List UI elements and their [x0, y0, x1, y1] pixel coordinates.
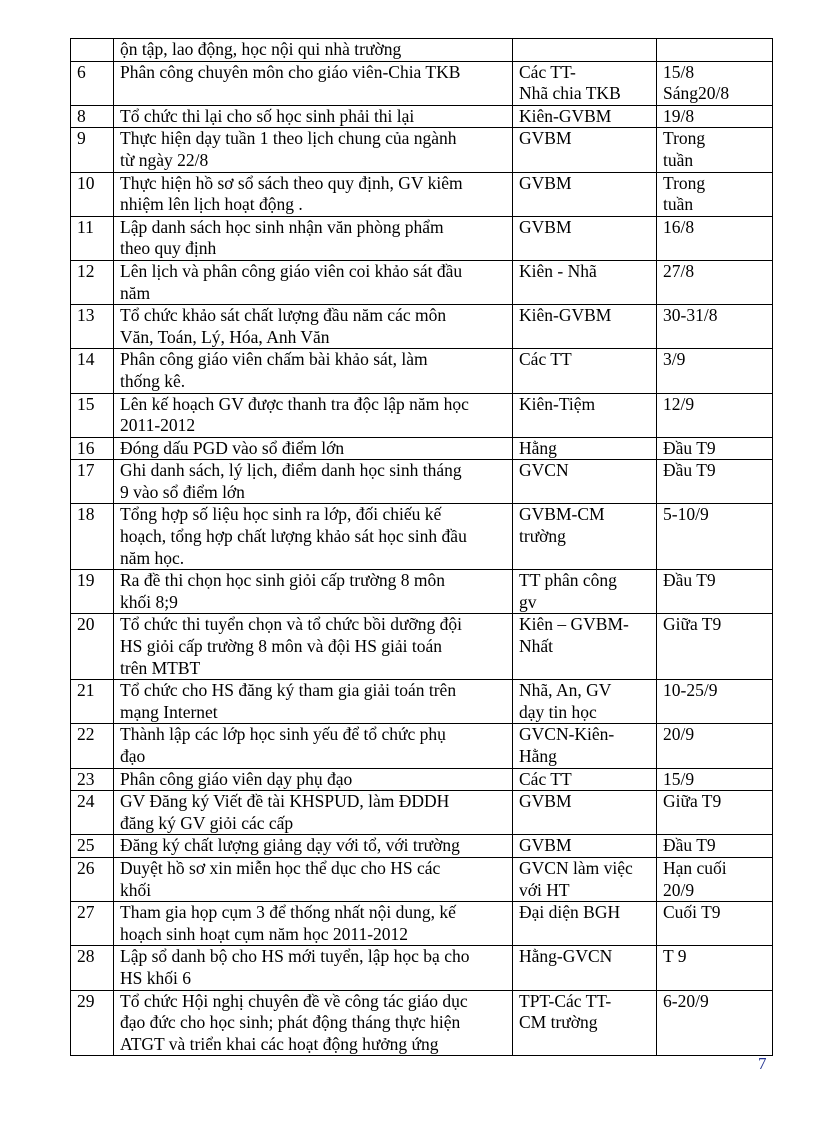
- row-number-cell: 12: [71, 260, 114, 304]
- task-cell: Tổ chức khảo sát chất lượng đầu năm các môn Văn, Toán, Lý, Hóa, Anh Văn: [114, 305, 513, 349]
- task-cell: Ghi danh sách, lý lịch, điểm danh học sinh tháng 9 vào sổ điểm lớn: [114, 460, 513, 504]
- responsible-cell: [513, 39, 657, 62]
- row-number-cell: 8: [71, 105, 114, 128]
- table-row: [71, 791, 773, 835]
- row-number-cell: 10: [71, 172, 114, 216]
- task-cell: Thực hiện dạy tuần 1 theo lịch chung của ngành từ ngày 22/8: [114, 128, 513, 172]
- responsible-cell: GVBM: [513, 128, 657, 172]
- row-number-cell: 15: [71, 393, 114, 437]
- deadline-cell: Trong tuần: [657, 128, 773, 172]
- row-number-cell: [71, 39, 114, 62]
- task-cell: Đăng ký chất lượng giảng dạy với tổ, với trường: [114, 835, 513, 858]
- table-row: [71, 105, 773, 128]
- deadline-cell: 3/9: [657, 349, 773, 393]
- deadline-cell: 16/8: [657, 216, 773, 260]
- responsible-cell: GVBM-CM trường: [513, 504, 657, 570]
- task-cell: Tham gia họp cụm 3 để thống nhất nội dung, kế hoạch sinh hoạt cụm năm học 2011-2012: [114, 902, 513, 946]
- responsible-cell: Các TT: [513, 349, 657, 393]
- deadline-cell: Đầu T9: [657, 437, 773, 460]
- responsible-cell: GVBM: [513, 172, 657, 216]
- table-row: [71, 393, 773, 437]
- task-cell: ộn tập, lao động, học nội qui nhà trường: [114, 39, 513, 62]
- row-number-cell: 6: [71, 61, 114, 105]
- row-number-cell: 29: [71, 990, 114, 1056]
- responsible-cell: Các TT: [513, 768, 657, 791]
- deadline-cell: 19/8: [657, 105, 773, 128]
- table-row: [71, 305, 773, 349]
- task-cell: Duyệt hồ sơ xin miễn học thể dục cho HS các khối: [114, 857, 513, 901]
- task-cell: Tổ chức Hội nghị chuyên đề về công tác giáo dục đạo đức cho học sinh; phát động tháng thực hiện ATGT và triển khai các hoạt động hưởng ứng: [114, 990, 513, 1056]
- table-row: [71, 504, 773, 570]
- row-number-cell: 14: [71, 349, 114, 393]
- deadline-cell: Trong tuần: [657, 172, 773, 216]
- row-number-cell: 23: [71, 768, 114, 791]
- deadline-cell: Đầu T9: [657, 570, 773, 614]
- row-number-cell: 26: [71, 857, 114, 901]
- task-cell: Lập sổ danh bộ cho HS mới tuyển, lập học bạ cho HS khối 6: [114, 946, 513, 990]
- task-cell: GV Đăng ký Viết đề tài KHSPUD, làm ĐDDH đăng ký GV giỏi các cấp: [114, 791, 513, 835]
- responsible-cell: Kiên – GVBM- Nhất: [513, 614, 657, 680]
- row-number-cell: 9: [71, 128, 114, 172]
- row-number-cell: 13: [71, 305, 114, 349]
- page-number: 7: [758, 1054, 767, 1073]
- table-row: [71, 946, 773, 990]
- task-cell: Phân công giáo viên dạy phụ đạo: [114, 768, 513, 791]
- deadline-cell: Đầu T9: [657, 835, 773, 858]
- table-row: [71, 437, 773, 460]
- responsible-cell: TPT-Các TT- CM trường: [513, 990, 657, 1056]
- task-cell: Lập danh sách học sinh nhận văn phòng phẩm theo quy định: [114, 216, 513, 260]
- deadline-cell: Cuối T9: [657, 902, 773, 946]
- deadline-cell: Đầu T9: [657, 460, 773, 504]
- responsible-cell: Kiên - Nhã: [513, 260, 657, 304]
- task-cell: Lên lịch và phân công giáo viên coi khảo sát đầu năm: [114, 260, 513, 304]
- row-number-cell: 24: [71, 791, 114, 835]
- task-cell: Thành lập các lớp học sinh yếu để tổ chức phụ đạo: [114, 724, 513, 768]
- row-number-cell: 17: [71, 460, 114, 504]
- row-number-cell: 19: [71, 570, 114, 614]
- table-row: [71, 768, 773, 791]
- task-cell: Lên kế hoạch GV được thanh tra độc lập năm học 2011-2012: [114, 393, 513, 437]
- deadline-cell: 30-31/8: [657, 305, 773, 349]
- row-number-cell: 21: [71, 680, 114, 724]
- responsible-cell: Kiên-GVBM: [513, 105, 657, 128]
- row-number-cell: 27: [71, 902, 114, 946]
- table-row: [71, 857, 773, 901]
- table-row: [71, 172, 773, 216]
- task-cell: Đóng dấu PGD vào sổ điểm lớn: [114, 437, 513, 460]
- table-row: [71, 680, 773, 724]
- table-row: [71, 990, 773, 1056]
- deadline-cell: 27/8: [657, 260, 773, 304]
- table-row: [71, 61, 773, 105]
- responsible-cell: GVBM: [513, 791, 657, 835]
- deadline-cell: T 9: [657, 946, 773, 990]
- table-row: [71, 260, 773, 304]
- responsible-cell: Các TT- Nhã chia TKB: [513, 61, 657, 105]
- table-row: [71, 835, 773, 858]
- deadline-cell: Giữa T9: [657, 614, 773, 680]
- responsible-cell: GVCN: [513, 460, 657, 504]
- work-plan-table: [70, 38, 773, 1056]
- responsible-cell: TT phân công gv: [513, 570, 657, 614]
- row-number-cell: 11: [71, 216, 114, 260]
- row-number-cell: 18: [71, 504, 114, 570]
- task-cell: Tổ chức thi lại cho số học sinh phải thi lại: [114, 105, 513, 128]
- task-cell: Ra đề thi chọn học sinh giỏi cấp trường 8 môn khối 8;9: [114, 570, 513, 614]
- deadline-cell: Hạn cuối 20/9: [657, 857, 773, 901]
- row-number-cell: 25: [71, 835, 114, 858]
- table-row: [71, 349, 773, 393]
- table-row: [71, 460, 773, 504]
- row-number-cell: 22: [71, 724, 114, 768]
- row-number-cell: 28: [71, 946, 114, 990]
- task-cell: Tổng hợp số liệu học sinh ra lớp, đối chiếu kế hoạch, tổng hợp chất lượng khảo sát học sinh đầu năm học.: [114, 504, 513, 570]
- responsible-cell: GVBM: [513, 216, 657, 260]
- table-row: [71, 570, 773, 614]
- task-cell: Thực hiện hồ sơ sổ sách theo quy định, GV kiêm nhiệm lên lịch hoạt động .: [114, 172, 513, 216]
- deadline-cell: 15/8 Sáng20/8: [657, 61, 773, 105]
- responsible-cell: Kiên-Tiệm: [513, 393, 657, 437]
- task-cell: Tổ chức cho HS đăng ký tham gia giải toán trên mạng Internet: [114, 680, 513, 724]
- deadline-cell: 15/9: [657, 768, 773, 791]
- responsible-cell: Nhã, An, GV dạy tin học: [513, 680, 657, 724]
- table-row: [71, 902, 773, 946]
- deadline-cell: 10-25/9: [657, 680, 773, 724]
- task-cell: Phân công giáo viên chấm bài khảo sát, làm thống kê.: [114, 349, 513, 393]
- responsible-cell: Kiên-GVBM: [513, 305, 657, 349]
- deadline-cell: 6-20/9: [657, 990, 773, 1056]
- deadline-cell: [657, 39, 773, 62]
- table-row: [71, 128, 773, 172]
- work-plan-body: [71, 39, 773, 1056]
- responsible-cell: Hằng: [513, 437, 657, 460]
- deadline-cell: 5-10/9: [657, 504, 773, 570]
- task-cell: Phân công chuyên môn cho giáo viên-Chia TKB: [114, 61, 513, 105]
- responsible-cell: Đại diện BGH: [513, 902, 657, 946]
- table-row: [71, 614, 773, 680]
- table-row: [71, 216, 773, 260]
- table-row: [71, 39, 773, 62]
- deadline-cell: Giữa T9: [657, 791, 773, 835]
- deadline-cell: 20/9: [657, 724, 773, 768]
- row-number-cell: 20: [71, 614, 114, 680]
- deadline-cell: 12/9: [657, 393, 773, 437]
- row-number-cell: 16: [71, 437, 114, 460]
- task-cell: Tổ chức thi tuyển chọn và tổ chức bồi dưỡng đội HS giỏi cấp trường 8 môn và đội HS giải toán trên MTBT: [114, 614, 513, 680]
- table-row: [71, 724, 773, 768]
- responsible-cell: GVCN-Kiên- Hằng: [513, 724, 657, 768]
- responsible-cell: Hằng-GVCN: [513, 946, 657, 990]
- responsible-cell: GVCN làm việc với HT: [513, 857, 657, 901]
- responsible-cell: GVBM: [513, 835, 657, 858]
